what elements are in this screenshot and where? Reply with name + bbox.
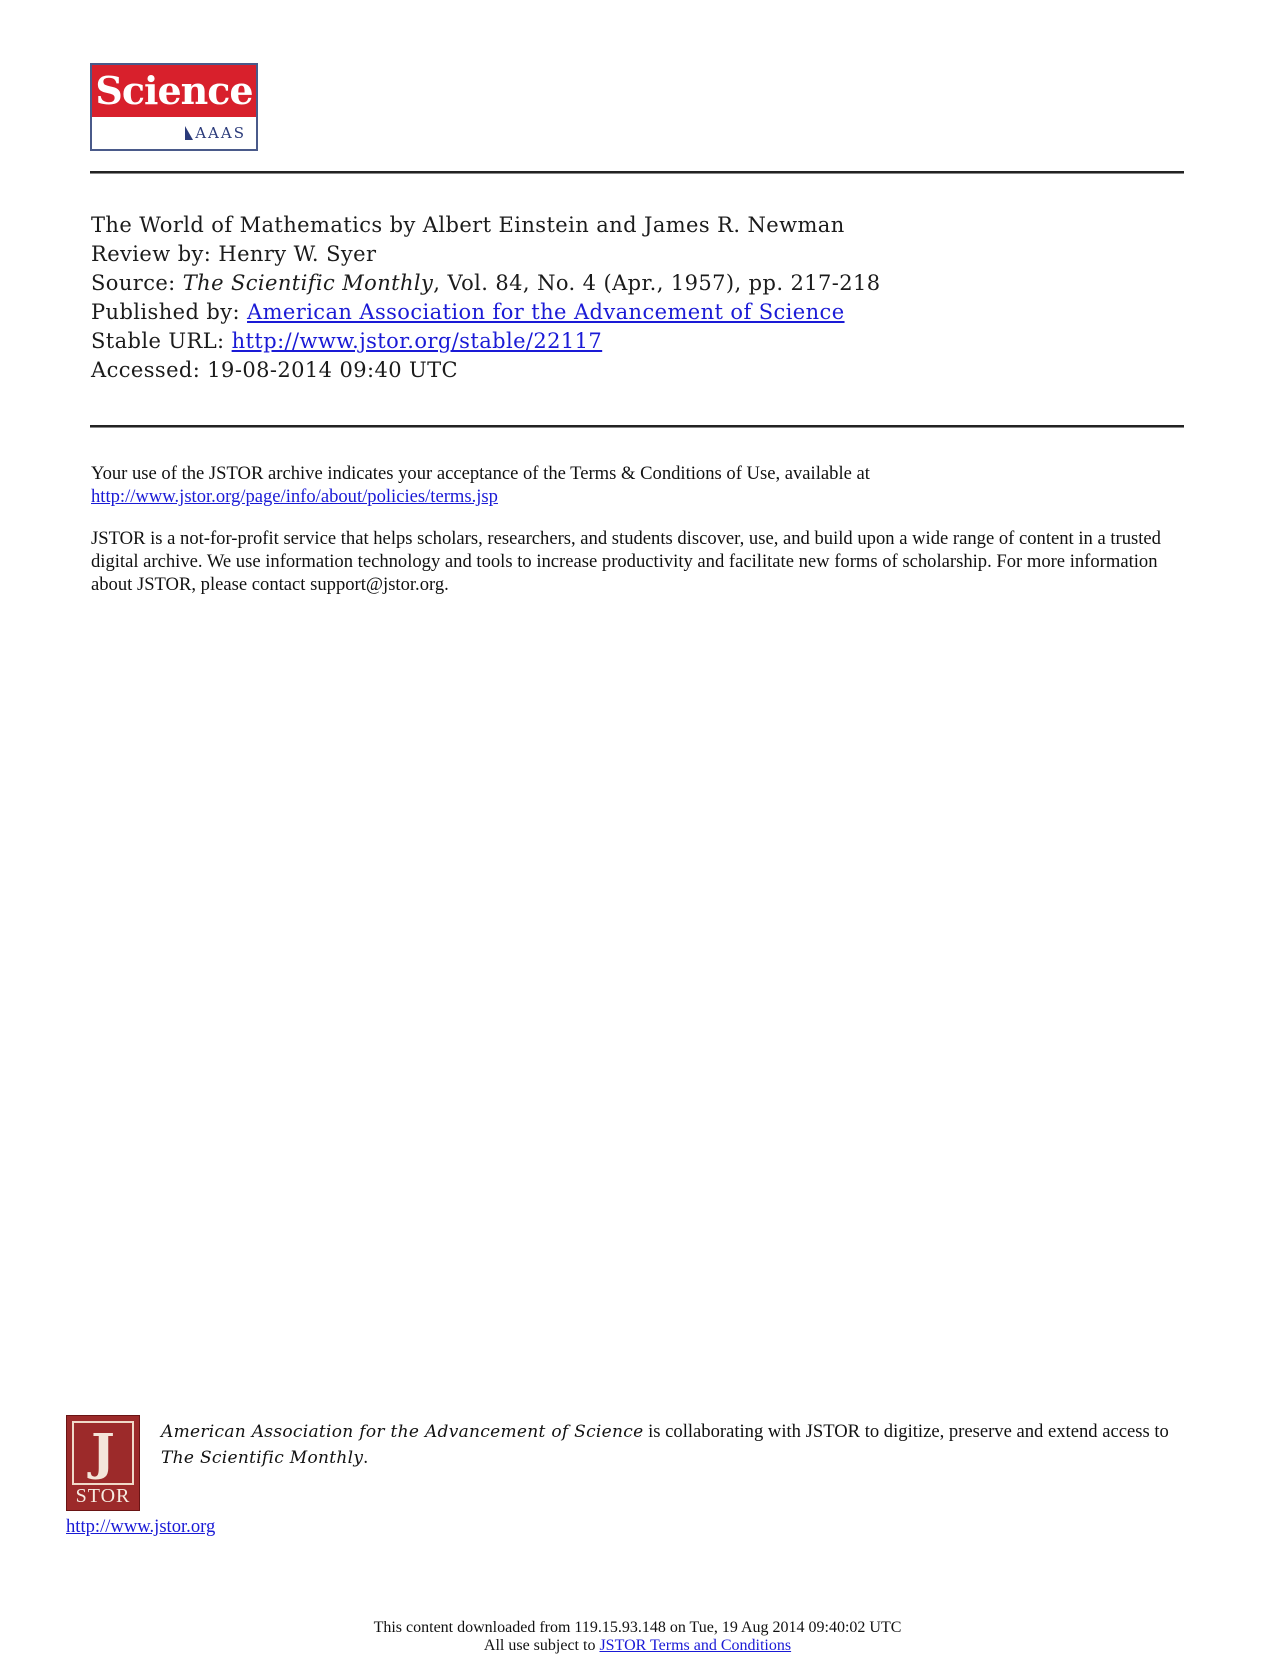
accessed-label: Accessed: xyxy=(91,358,201,382)
science-aaas-logo xyxy=(90,63,258,151)
stable-url-line xyxy=(91,327,881,356)
source-line xyxy=(91,269,881,298)
collab-organization: American Association for the Advancement of Science xyxy=(161,1422,644,1442)
jstor-logo-text: STOR xyxy=(75,1485,131,1507)
source-label: Source: xyxy=(91,271,176,295)
terms-text: Your use of the JSTOR archive indicates your acceptance of the Terms & Conditions of Use, available at xyxy=(91,463,870,484)
stable-url-link[interactable]: http://www.jstor.org/stable/22117 xyxy=(231,329,603,353)
published-line xyxy=(91,298,881,327)
published-label: Published by: xyxy=(91,300,240,324)
jstor-terms-link[interactable]: JSTOR Terms and Conditions xyxy=(599,1637,792,1654)
collab-text: is collaborating with JSTOR to digitize, preserve and extend access to xyxy=(643,1421,1169,1442)
publisher-link[interactable]: American Association for the Advancement of Science xyxy=(247,300,845,324)
stable-url-label: Stable URL: xyxy=(91,329,225,353)
download-info: This content downloaded from 119.15.93.148 on Tue, 19 Aug 2014 09:40:02 UTC xyxy=(373,1619,902,1636)
aaas-logo-text xyxy=(92,117,256,149)
terms-paragraph xyxy=(91,462,1191,508)
aaas-label: AAAS xyxy=(195,124,246,142)
source-journal: The Scientific Monthly xyxy=(182,271,434,295)
jstor-about-paragraph: JSTOR is a not-for-profit service that helps scholars, researchers, and students discover, use, and build upon a wide range of content in a trusted digital archive. We use information technology and tools to increase productivity and facilitate new forms of scholarship. For more information about JSTOR, please contact support@jstor.org. xyxy=(91,528,1161,595)
download-footer xyxy=(0,1619,1275,1655)
jstor-url-line xyxy=(66,1516,215,1538)
terms-footer-prefix: All use subject to xyxy=(483,1637,600,1654)
terms-footer-line xyxy=(0,1637,1275,1655)
aaas-mark-icon xyxy=(185,126,193,140)
jstor-j-glyph: J xyxy=(72,1421,134,1485)
terms-notice xyxy=(91,462,1191,615)
accessed-line xyxy=(91,356,881,385)
collab-journal: The Scientific Monthly xyxy=(161,1448,364,1468)
jstor-home-link[interactable]: http://www.jstor.org xyxy=(66,1516,216,1537)
jstor-logo[interactable] xyxy=(66,1415,140,1511)
bottom-divider xyxy=(90,425,1184,428)
source-details: , Vol. 84, No. 4 (Apr., 1957), pp. 217-218 xyxy=(433,271,881,295)
science-logo-text: Science xyxy=(92,65,256,117)
article-title: The World of Mathematics by Albert Einstein and James R. Newman xyxy=(91,213,845,237)
top-divider xyxy=(90,171,1184,174)
terms-link[interactable]: http://www.jstor.org/page/info/about/policies/terms.jsp xyxy=(91,486,498,507)
reviewer-name: Henry W. Syer xyxy=(218,242,377,266)
review-line xyxy=(91,240,881,269)
collaboration-statement xyxy=(161,1419,1221,1471)
collab-end: . xyxy=(363,1447,368,1468)
review-label: Review by: xyxy=(91,242,212,266)
citation-block xyxy=(91,211,881,385)
accessed-date: 19-08-2014 09:40 UTC xyxy=(207,358,459,382)
